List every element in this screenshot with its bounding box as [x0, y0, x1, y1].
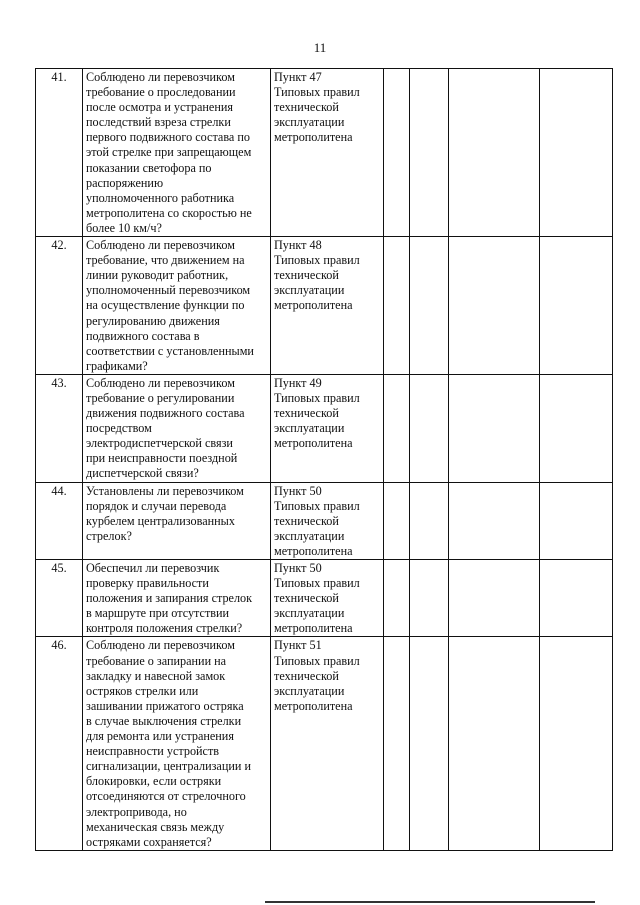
empty-cell	[384, 482, 410, 559]
row-number: 43.	[36, 374, 83, 482]
row-number: 45.	[36, 560, 83, 637]
empty-cell	[449, 637, 540, 850]
row-number: 46.	[36, 637, 83, 850]
empty-cell	[540, 560, 613, 637]
question-cell: Установлены ли перевозчиком порядок и случаи перевода курбелем централизованных стрелок?	[83, 482, 271, 559]
empty-cell	[449, 69, 540, 237]
question-cell: Соблюдено ли перевозчиком требование о регулировании движения подвижного состава посредством электродиспетчерской связи при неисправности поездной диспетчерской связи?	[83, 374, 271, 482]
reference-cell: Пункт 50 Типовых правил технической эксплуатации метрополитена	[271, 482, 384, 559]
empty-cell	[449, 374, 540, 482]
empty-cell	[540, 374, 613, 482]
table-row	[36, 637, 613, 850]
empty-cell	[410, 237, 449, 375]
empty-cell	[384, 560, 410, 637]
empty-cell	[449, 560, 540, 637]
table-row	[36, 482, 613, 559]
row-number: 41.	[36, 69, 83, 237]
empty-cell	[410, 482, 449, 559]
reference-cell: Пункт 51 Типовых правил технической эксплуатации метрополитена	[271, 637, 384, 850]
table-row	[36, 374, 613, 482]
row-number: 42.	[36, 237, 83, 375]
empty-cell	[449, 237, 540, 375]
reference-cell: Пункт 48 Типовых правил технической эксплуатации метрополитена	[271, 237, 384, 375]
scan-edge-line	[265, 901, 595, 903]
empty-cell	[384, 69, 410, 237]
empty-cell	[384, 374, 410, 482]
empty-cell	[449, 482, 540, 559]
table-row	[36, 237, 613, 375]
empty-cell	[540, 637, 613, 850]
empty-cell	[540, 237, 613, 375]
reference-cell: Пункт 49 Типовых правил технической эксплуатации метрополитена	[271, 374, 384, 482]
empty-cell	[410, 560, 449, 637]
row-number: 44.	[36, 482, 83, 559]
empty-cell	[410, 637, 449, 850]
reference-cell: Пункт 50 Типовых правил технической эксплуатации метрополитена	[271, 560, 384, 637]
empty-cell	[384, 237, 410, 375]
inspection-table	[35, 68, 613, 851]
empty-cell	[540, 69, 613, 237]
reference-cell: Пункт 47 Типовых правил технической эксплуатации метрополитена	[271, 69, 384, 237]
empty-cell	[540, 482, 613, 559]
table-row	[36, 560, 613, 637]
empty-cell	[384, 637, 410, 850]
question-cell: Соблюдено ли перевозчиком требование о запирании на закладку и навесной замок остряков стрелки или зашивании прижатого остряка в случае выключения стрелки для ремонта или устранения неисправности устройств сигнализации, централизации и блокировки, если остряки отсоединяются от стрелочного электропривода, но механическая связь между остряками сохраняется?	[83, 637, 271, 850]
question-cell: Обеспечил ли перевозчик проверку правильности положения и запирания стрелок в маршруте при отсутствии контроля положения стрелки?	[83, 560, 271, 637]
question-cell: Соблюдено ли перевозчиком требование о проследовании после осмотра и устранения последствий взреза стрелки первого подвижного состава по этой стрелке при запрещающем показании светофора по распоряжению уполномоченного работника метрополитена со скоростью не более 10 км/ч?	[83, 69, 271, 237]
empty-cell	[410, 374, 449, 482]
table-row	[36, 69, 613, 237]
question-cell: Соблюдено ли перевозчиком требование, что движением на линии руководит работник, уполномоченный перевозчиком на осуществление функции по регулированию движения подвижного состава в соответствии с установленными графиками?	[83, 237, 271, 375]
page-number: 11	[313, 40, 327, 55]
empty-cell	[410, 69, 449, 237]
